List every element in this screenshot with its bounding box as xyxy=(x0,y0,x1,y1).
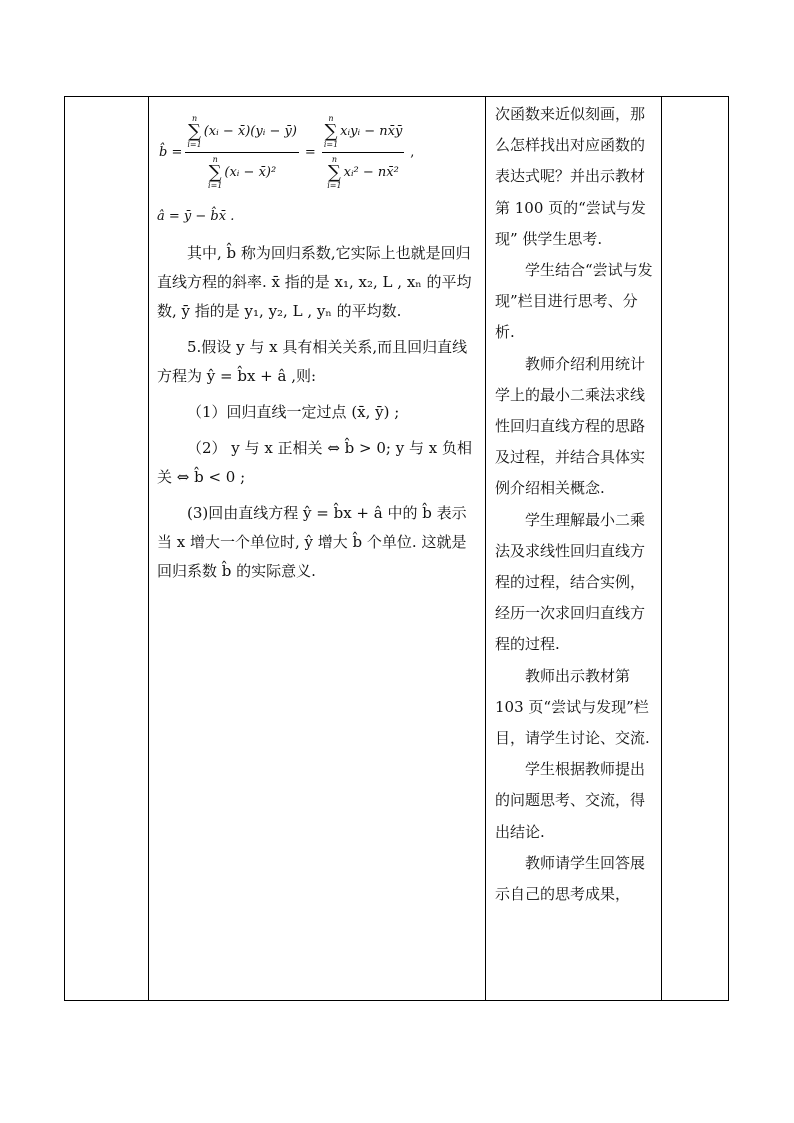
activity-paragraph: 教师出示教材第 103 页“尝试与发现”栏目，请学生讨论、交流. xyxy=(495,666,650,748)
list-item: （1）回归直线一定过点 (x̄, ȳ) ; xyxy=(187,403,400,421)
fraction-1 xyxy=(185,115,299,190)
list-item: （2） y 与 x 正相关 ⇔ b̂ > 0; y 与 x 负相关 ⇔ b̂ < 0 ; xyxy=(157,439,472,486)
fraction-1-denominator: (xᵢ − x̄)² xyxy=(224,164,277,180)
column-divider xyxy=(485,97,486,1000)
sum-symbol: n ∑ i=1 xyxy=(323,113,339,149)
activity-paragraph: 学生结合“尝试与发现”栏目进行思考、分析. xyxy=(495,261,653,342)
fraction-2 xyxy=(322,115,404,190)
intercept-formula: â = ȳ − b̂x̄ . xyxy=(157,209,235,224)
activity-paragraph: 教师请学生回答展示自己的思考成果， xyxy=(495,853,646,904)
column-divider xyxy=(661,97,662,1000)
activity-paragraph: 学生理解最小二乘法及求线性回归直线方程的过程，结合实例，经历一次求回归直线方程的过程. xyxy=(495,510,646,654)
regression-coefficient-formula: b̂ = n ∑ i=1 (xᵢ − x̄)(yᵢ − ȳ) n ∑ i=1 (xᵢ − x̄)² = n ∑ i=1 xᵢyᵢ − nx̄ȳ n ∑ i=1 xᵢ² − nx̄² , xyxy=(159,113,415,190)
activity-paragraph: 教师介绍利用统计学上的最小二乘法求线性回归直线方程的思路及过程，并结合具体实例介绍相关概念. xyxy=(495,354,646,498)
fraction-1-numerator: (xᵢ − x̄)(yᵢ − ȳ) xyxy=(203,123,297,139)
activity-cell xyxy=(488,97,659,1000)
lesson-table xyxy=(64,96,729,1001)
sum-symbol: n ∑ i=1 xyxy=(208,154,223,190)
content-cell xyxy=(149,97,485,1000)
activity-paragraph: 学生根据教师提出的问题思考、交流，得出结论. xyxy=(495,760,646,841)
paragraph: 5.假设 y 与 x 具有相关关系,而且回归直线方程为 ŷ = b̂x + â ,则: xyxy=(157,338,468,385)
sum-symbol: n ∑ i=1 xyxy=(327,154,342,190)
list-item: (3)回由直线方程 ŷ = b̂x + â 中的 b̂ 表示当 x 增大一个单位时, ŷ 增大 b̂ 个单位. 这就是回归系数 b̂ 的实际意义. xyxy=(157,504,467,580)
sum-symbol: n ∑ i=1 xyxy=(187,113,202,149)
formula-b-lhs: b̂ = xyxy=(159,144,183,160)
activity-paragraph: 次函数来近似刻画，那么怎样找出对应函数的表达式呢？并出示教材第 100 页的“尝试与发现” 供学生思考. xyxy=(495,105,646,248)
fraction-2-denominator: xᵢ² − nx̄² xyxy=(343,164,399,180)
paragraph: 其中, b̂ 称为回归系数,它实际上也就是回归直线方程的斜率. x̄ 指的是 x₁, x₂, L , xₙ 的平均数, ȳ 指的是 y₁, y₂, L , yₙ 的平均数. xyxy=(157,244,472,320)
fraction-2-numerator: xᵢyᵢ − nx̄ȳ xyxy=(340,123,403,139)
